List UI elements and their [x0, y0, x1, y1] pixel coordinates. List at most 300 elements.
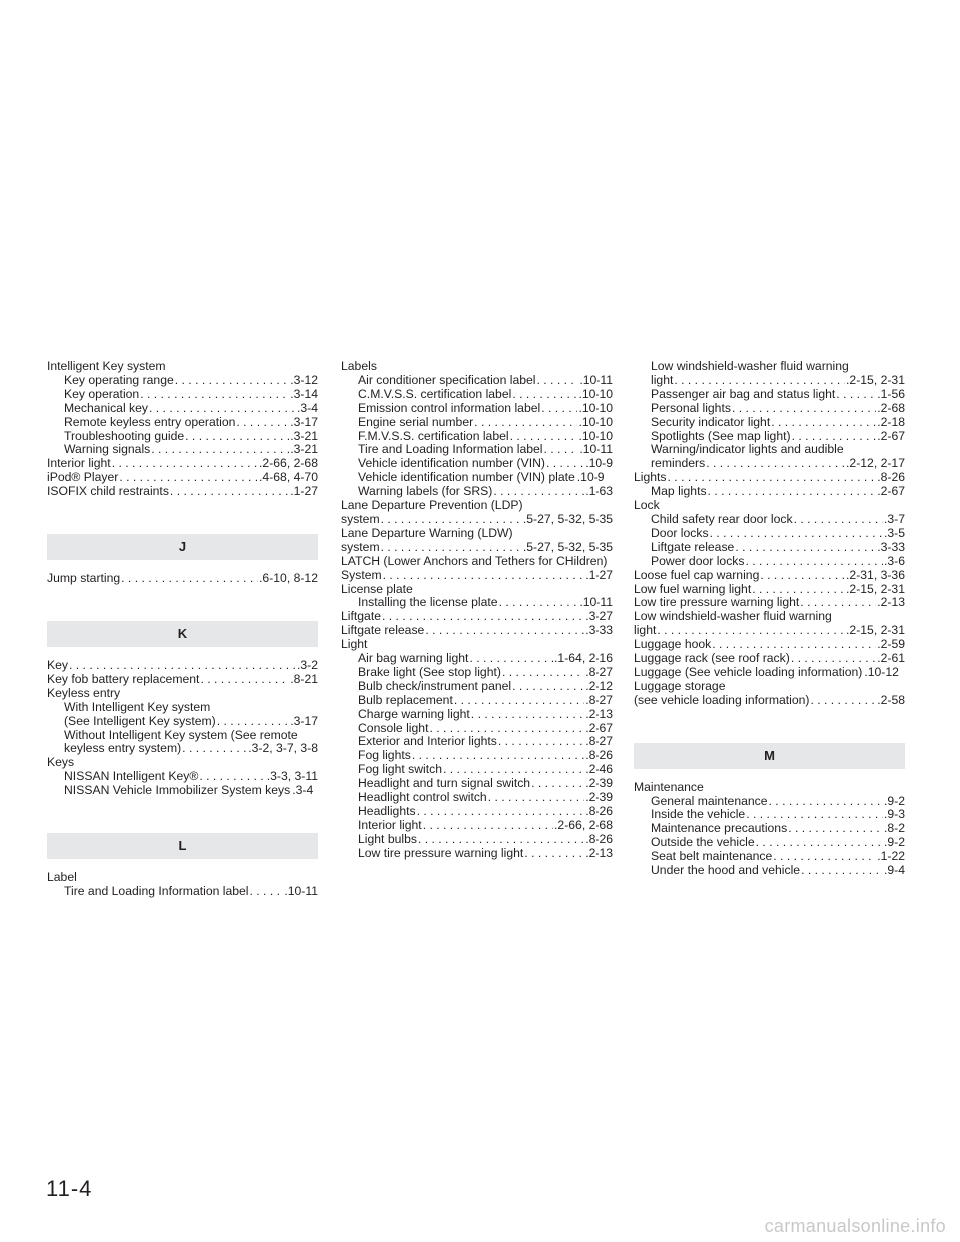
index-entry [341, 610, 613, 624]
entry-page-ref: .3-33 [877, 540, 905, 554]
index-entry [634, 499, 905, 513]
entry-page-ref: .10-11 [284, 884, 318, 898]
index-subentry [47, 430, 318, 444]
dot-leader [250, 885, 284, 899]
dot-leader [512, 388, 577, 402]
dot-leader [836, 388, 876, 402]
index-entry [634, 569, 905, 583]
entry-page-ref: .3-17 [290, 714, 318, 728]
index-entry [341, 569, 613, 583]
entry-page-ref: .9-4 [883, 864, 905, 878]
entry-page-ref: .3-21 [290, 429, 318, 443]
dot-leader [502, 666, 584, 680]
section-letter-header: L [47, 833, 318, 859]
index-subentry [341, 749, 613, 763]
index-subentry [341, 680, 613, 694]
index-entry [634, 652, 905, 666]
index-subentry [341, 443, 613, 457]
dot-leader [418, 833, 584, 847]
entry-page-ref: .2-67 [585, 721, 613, 735]
entry-page-ref: .2-59 [877, 638, 905, 652]
index-subentry [47, 784, 318, 798]
entry-term: Key operation [64, 387, 140, 401]
dot-leader [541, 402, 577, 416]
index-subentry [634, 360, 905, 374]
index-subentry [634, 430, 905, 444]
index-entry [47, 687, 318, 701]
index-entry [341, 527, 613, 541]
index-entry [634, 583, 905, 597]
entry-term: Lane Departure Warning (LDW) [341, 526, 513, 540]
index-entry [634, 471, 905, 485]
dot-leader [668, 471, 877, 485]
entry-page-ref: .2-13 [877, 596, 905, 610]
entry-term: keyless entry system) [64, 742, 182, 756]
entry-term: Jump starting [47, 572, 121, 586]
entry-page-ref: .2-67 [877, 429, 905, 443]
dot-leader [488, 791, 585, 805]
entry-page-ref: .2-31, 3-36 [846, 568, 905, 582]
dot-leader [706, 457, 845, 471]
index-entry [47, 572, 318, 586]
dot-leader [381, 513, 522, 527]
entry-page-ref: .3-7 [883, 512, 905, 526]
index-entry [341, 360, 613, 374]
entry-page-ref: .2-15, 2-31 [846, 373, 905, 387]
entry-page-ref: .8-21 [290, 672, 318, 686]
entry-term: (see vehicle loading information) [634, 693, 810, 707]
entry-term: Security indicator light [651, 415, 771, 429]
entry-term: light [634, 624, 657, 638]
entry-term: Vehicle identification number (VIN) [358, 457, 545, 471]
entry-term: Personal lights [651, 401, 731, 415]
entry-term: F.M.V.S.S. certification label [358, 429, 509, 443]
entry-term: Intelligent Key system [47, 360, 166, 373]
entry-page-ref: .2-15, 2-31 [846, 582, 905, 596]
entry-term: reminders [651, 457, 706, 471]
entry-page-ref: .8-27 [585, 693, 613, 707]
dot-leader [498, 735, 584, 749]
dot-leader [537, 374, 579, 388]
entry-term: Console light [358, 721, 429, 735]
index-subentry [47, 729, 318, 743]
entry-page-ref: .8-26 [585, 832, 613, 846]
index-subentry [341, 819, 613, 833]
dot-leader [149, 402, 296, 416]
entry-page-ref: .8-27 [585, 665, 613, 679]
dot-leader [429, 722, 584, 736]
dot-leader [469, 652, 553, 666]
index-subentry [341, 735, 613, 749]
entry-term: Light [341, 638, 368, 652]
entry-term: Outside the vehicle [651, 836, 755, 850]
entry-page-ref: .8-26 [585, 805, 613, 818]
entry-page-ref: .5-27, 5-32, 5-35 [522, 512, 613, 526]
entry-page-ref: .1-63 [585, 485, 613, 499]
entry-page-ref: .3-33 [585, 624, 613, 638]
index-subentry [341, 388, 613, 402]
dot-leader [708, 485, 877, 499]
entry-term: Bulb replacement [358, 693, 453, 707]
entry-term: Vehicle identification number (VIN) plate [358, 471, 575, 485]
index-subentry [634, 457, 905, 471]
entry-term: Power door locks [651, 554, 745, 568]
entry-term: system [341, 540, 380, 554]
entry-term: Key [47, 658, 69, 672]
entry-term: Luggage hook [634, 638, 712, 652]
dot-leader [471, 708, 584, 722]
entry-page-ref: .3-3, 3-11 [266, 770, 318, 784]
entry-page-ref: .3-2 [296, 658, 318, 672]
entry-page-ref: .2-61 [877, 652, 905, 666]
entry-term: Warning/indicator lights and audible [651, 443, 844, 457]
entry-page-ref: .2-39 [585, 791, 613, 805]
entry-term: Labels [341, 360, 377, 373]
index-subentry [47, 715, 318, 729]
entry-page-ref: .3-5 [883, 526, 905, 540]
index-entry [341, 555, 613, 569]
entry-page-ref: .2-12 [585, 679, 613, 693]
entry-page-ref: .3-4 [292, 784, 314, 798]
index-subentry [341, 416, 613, 430]
dot-leader [151, 443, 289, 457]
index-subentry [634, 513, 905, 527]
dot-leader [454, 694, 584, 708]
entry-term: Low windshield-washer fluid warning [634, 610, 832, 624]
dot-leader [510, 430, 578, 444]
index-entry [634, 694, 905, 708]
entry-page-ref: .10-12 [864, 665, 899, 679]
index-subentry [47, 388, 318, 402]
entry-page-ref: .8-27 [585, 735, 613, 749]
entry-term: General maintenance [651, 794, 768, 808]
entry-page-ref: .10-9 [576, 471, 605, 485]
index-entry [634, 781, 905, 795]
dot-leader [531, 777, 584, 791]
dot-leader [185, 430, 289, 444]
dot-leader [794, 513, 883, 527]
entry-term: Luggage (See vehicle loading information) [634, 665, 863, 679]
dot-leader [217, 715, 289, 729]
entry-term: Warning labels (for SRS) [358, 485, 493, 499]
index-entry [47, 871, 318, 885]
entry-term: Warning signals [64, 443, 151, 457]
index-subentry [634, 822, 905, 836]
dot-leader [121, 572, 258, 586]
index-subentry [341, 708, 613, 722]
entry-page-ref: .3-6 [883, 554, 905, 568]
entry-term: With Intelligent Key system [64, 700, 211, 714]
index-subentry [634, 388, 905, 402]
dot-leader [546, 457, 584, 471]
dot-leader [792, 430, 877, 444]
index-subentry [47, 402, 318, 416]
entry-term: Lane Departure Prevention (LDP) [341, 499, 523, 513]
entry-term: Inside the vehicle [651, 808, 746, 822]
index-subentry [341, 666, 613, 680]
index-subentry [341, 485, 613, 499]
entry-page-ref: .9-2 [883, 836, 905, 850]
section-letter-header: K [47, 621, 318, 647]
entry-term: Fog light switch [358, 763, 442, 777]
dot-leader [712, 638, 876, 652]
dot-leader [499, 596, 579, 610]
entry-page-ref: .10-9 [585, 457, 613, 471]
index-subentry [634, 808, 905, 822]
entry-term: Under the hood and vehicle [651, 864, 801, 878]
index-subentry [47, 374, 318, 388]
entry-term: Brake light (See stop light) [358, 665, 501, 679]
entry-page-ref: .1-64, 2-16 [554, 652, 613, 666]
entry-term: system [341, 512, 380, 526]
entry-term: Light bulbs [358, 832, 417, 846]
entry-term: Child safety rear door lock [651, 512, 793, 526]
entry-term: NISSAN Vehicle Immobilizer System keys [64, 784, 291, 798]
entry-term: System [341, 568, 382, 582]
entry-term: Interior light [47, 457, 111, 471]
entry-page-ref: .2-12, 2-17 [846, 457, 905, 471]
index-subentry [341, 652, 613, 666]
entry-page-ref: .1-22 [877, 850, 905, 864]
entry-page-ref: .1-27 [585, 568, 613, 582]
index-subentry [341, 457, 613, 471]
dot-leader [674, 374, 845, 388]
entry-page-ref: .10-10 [578, 429, 613, 443]
dot-leader [657, 624, 845, 638]
index-subentry [634, 864, 905, 878]
section-spacer [634, 708, 905, 743]
entry-page-ref: .1-27 [290, 485, 318, 499]
entry-term: Bulb check/instrument panel [358, 679, 512, 693]
entry-term: Without Intelligent Key system (See remote [64, 728, 298, 742]
section-spacer [47, 586, 318, 621]
entry-page-ref: .10-10 [578, 401, 613, 415]
dot-leader [417, 805, 585, 819]
entry-page-ref: .3-17 [290, 415, 318, 429]
index-subentry [341, 471, 613, 485]
entry-page-ref: .3-2, 3-7, 3-8 [248, 742, 318, 756]
entry-term: ISOFIX child restraints [47, 485, 169, 499]
dot-leader [745, 555, 883, 569]
index-entry [634, 666, 905, 680]
dot-leader [381, 541, 522, 555]
entry-term: Seat belt maintenance [651, 850, 773, 864]
index-subentry [341, 833, 613, 847]
entry-page-ref: .2-18 [877, 415, 905, 429]
index-subentry [341, 722, 613, 736]
entry-term: Key operating range [64, 373, 174, 387]
index-column-2 [341, 360, 613, 861]
entry-term: Key fob battery replacement [47, 672, 200, 686]
entry-page-ref: .10-10 [578, 415, 613, 429]
entry-term: Mechanical key [64, 401, 148, 415]
index-subentry [341, 694, 613, 708]
dot-leader [69, 659, 296, 673]
dot-leader [493, 485, 584, 499]
entry-term: Exterior and Interior lights [358, 735, 497, 749]
index-entry [341, 513, 613, 527]
index-subentry [341, 402, 613, 416]
page-number: 11-4 [46, 1176, 93, 1201]
dot-leader [800, 596, 876, 610]
entry-term: Low tire pressure warning light [358, 846, 524, 860]
index-subentry [634, 416, 905, 430]
entry-term: Maintenance precautions [651, 822, 788, 836]
entry-page-ref: .10-10 [578, 387, 613, 401]
entry-term: License plate [341, 582, 413, 596]
index-subentry [634, 836, 905, 850]
entry-term: Lock [634, 499, 660, 513]
entry-term: Label [47, 871, 77, 885]
index-entry [634, 680, 905, 694]
entry-term: Loose fuel cap warning [634, 568, 760, 582]
index-subentry [634, 850, 905, 864]
entry-term: Engine serial number [358, 415, 474, 429]
dot-leader [382, 610, 584, 624]
entry-term: Installing the license plate [358, 596, 498, 610]
dot-leader [474, 416, 577, 430]
entry-page-ref: .3-14 [290, 387, 318, 401]
index-subentry [341, 763, 613, 777]
entry-term: LATCH (Lower Anchors and Tethers for CHildren) [341, 554, 608, 568]
entry-term: Maintenance [634, 780, 704, 794]
index-entry [634, 638, 905, 652]
entry-term: Tire and Loading Information label [64, 884, 249, 898]
dot-leader [119, 471, 258, 485]
entry-page-ref: .1-56 [877, 387, 905, 401]
index-entry [47, 756, 318, 770]
entry-term: C.M.V.S.S. certification label [358, 387, 512, 401]
index-subentry [341, 847, 613, 861]
entry-page-ref: .2-66, 2-68 [259, 457, 318, 471]
entry-term: Liftgate release [651, 540, 735, 554]
entry-term: light [651, 373, 674, 387]
index-subentry [634, 555, 905, 569]
index-subentry [47, 701, 318, 715]
entry-page-ref: .2-67 [877, 485, 905, 499]
dot-leader [756, 836, 883, 850]
entry-term: Luggage storage [634, 679, 726, 693]
section-letter-header: M [634, 743, 905, 769]
entry-page-ref: .8-26 [585, 749, 613, 763]
entry-term: Low tire pressure warning light [634, 596, 800, 610]
dot-leader [773, 850, 876, 864]
entry-page-ref: .2-13 [585, 707, 613, 721]
index-entry [341, 541, 613, 555]
index-subentry [341, 805, 613, 819]
dot-leader [425, 624, 584, 638]
index-subentry [47, 443, 318, 457]
index-entry [47, 673, 318, 687]
entry-term: Luggage rack (see roof rack) [634, 652, 790, 666]
dot-leader [182, 742, 247, 756]
entry-term: Tire and Loading Information label [358, 443, 543, 457]
entry-term: (See Intelligent Key system) [64, 714, 216, 728]
entry-term: Air bag warning light [358, 652, 469, 666]
entry-term: Charge warning light [358, 707, 470, 721]
dot-leader [443, 763, 584, 777]
entry-term: Headlights [358, 805, 416, 818]
index-subentry [47, 770, 318, 784]
entry-page-ref: .8-26 [877, 471, 905, 485]
index-subentry [341, 430, 613, 444]
entry-term: Map lights [651, 485, 707, 499]
entry-page-ref: .9-2 [883, 794, 905, 808]
index-subentry [634, 443, 905, 457]
entry-page-ref: .8-2 [883, 822, 905, 836]
index-subentry [341, 777, 613, 791]
index-entry [47, 485, 318, 499]
dot-leader [732, 402, 876, 416]
dot-leader [746, 808, 883, 822]
index-entry [341, 624, 613, 638]
entry-page-ref: .4-68, 4-70 [259, 471, 318, 485]
index-subentry [634, 374, 905, 388]
dot-leader [735, 541, 876, 555]
index-subentry [47, 885, 318, 899]
watermark: carmanualsonline.info [764, 1216, 946, 1236]
index-subentry [341, 791, 613, 805]
entry-page-ref: .2-58 [877, 693, 905, 707]
entry-term: Headlight and turn signal switch [358, 777, 531, 791]
entry-page-ref: .6-10, 8-12 [259, 572, 318, 586]
section-spacer [47, 499, 318, 534]
entry-page-ref: .5-27, 5-32, 5-35 [522, 540, 613, 554]
entry-page-ref: .2-46 [585, 763, 613, 777]
entry-term: Air conditioner specification label [358, 373, 536, 387]
dot-leader [140, 388, 289, 402]
index-entry [634, 596, 905, 610]
entry-page-ref: .2-68 [877, 401, 905, 415]
entry-term: Liftgate release [341, 624, 425, 638]
dot-leader [383, 569, 585, 583]
index-subentry [634, 402, 905, 416]
dot-leader [512, 680, 584, 694]
dot-leader [801, 864, 883, 878]
index-subentry [634, 795, 905, 809]
index-subentry [634, 485, 905, 499]
section-letter-header: J [47, 534, 318, 560]
dot-leader [769, 795, 883, 809]
index-subentry [341, 374, 613, 388]
entry-term: Keyless entry [47, 686, 121, 700]
index-entry [634, 624, 905, 638]
entry-term: Low windshield-washer fluid warning [651, 360, 849, 373]
index-entry [341, 499, 613, 513]
entry-page-ref: .10-11 [579, 443, 613, 457]
dot-leader [524, 847, 584, 861]
dot-leader [170, 485, 289, 499]
index-entry [47, 360, 318, 374]
entry-page-ref: .10-11 [579, 596, 613, 610]
entry-term: iPod® Player [47, 471, 119, 485]
entry-term: NISSAN Intelligent Key® [64, 770, 199, 784]
entry-term: Door locks [651, 526, 709, 540]
dot-leader [199, 770, 265, 784]
index-subentry [341, 596, 613, 610]
entry-term: Keys [47, 756, 75, 770]
dot-leader [788, 822, 883, 836]
entry-term: Remote keyless entry operation [64, 415, 236, 429]
index-entry [47, 659, 318, 673]
entry-page-ref: .9-3 [883, 808, 905, 822]
entry-page-ref: .3-4 [296, 401, 318, 415]
index-subentry [47, 416, 318, 430]
entry-term: Troubleshooting guide [64, 429, 185, 443]
entry-term: Emission control information label [358, 401, 541, 415]
entry-term: Liftgate [341, 610, 381, 624]
dot-leader [810, 694, 876, 708]
